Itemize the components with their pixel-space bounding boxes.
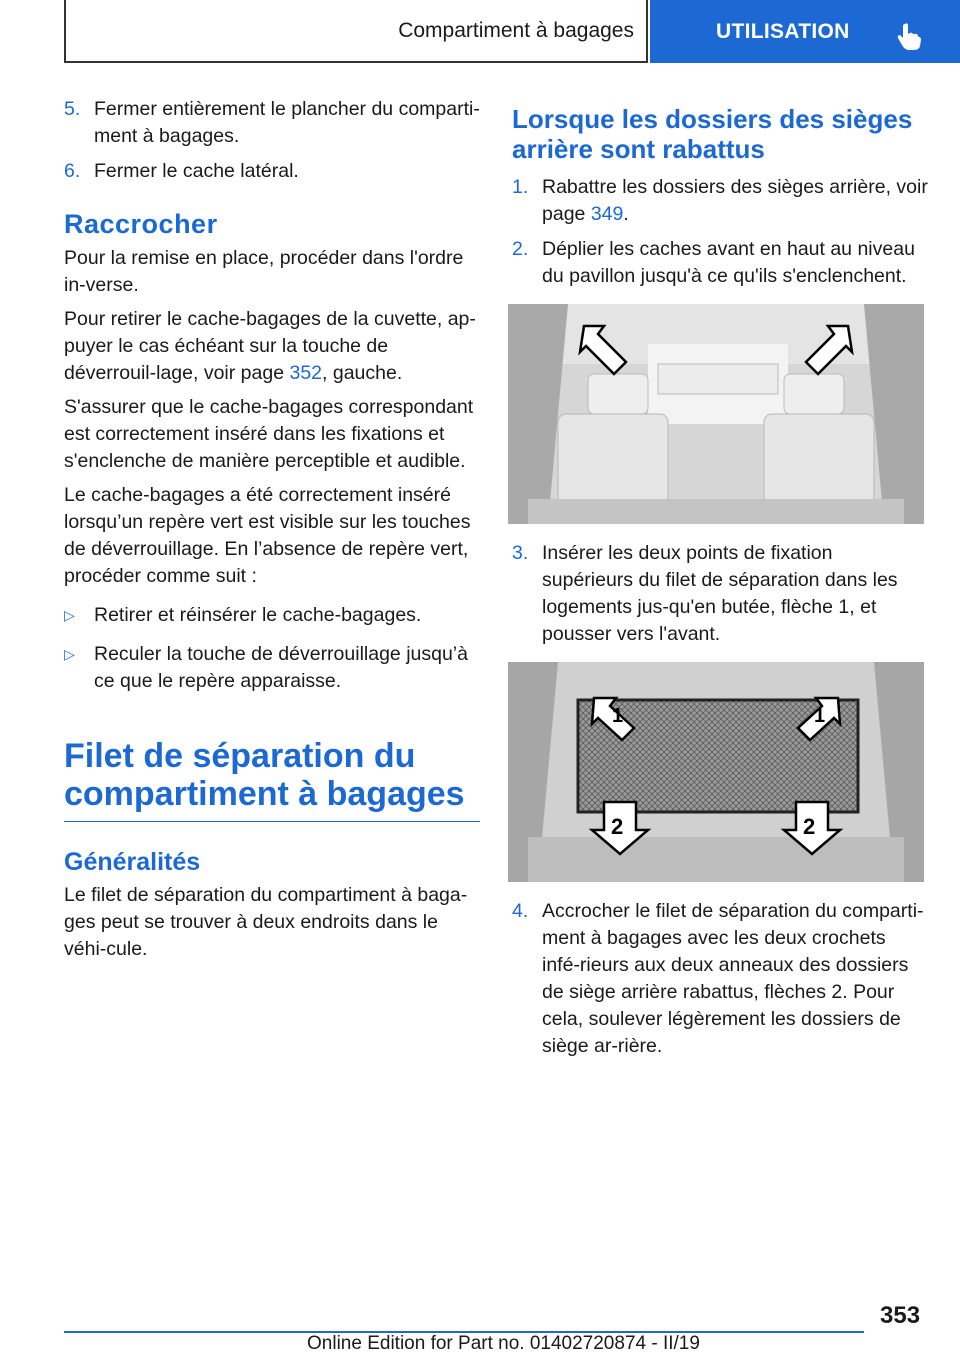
step-6 (64, 158, 480, 185)
chapter-tab-label: UTILISATION (716, 19, 850, 43)
bullet-item: ▷ Retirer et réinsérer le cache-bagages. (64, 602, 480, 629)
step-number: 6. (64, 160, 81, 182)
step-number: 5. (64, 98, 81, 120)
paragraph: Le cache-bagages a été correctement inséré lorsqu’un repère vert est visible sur les touches de déverrouillage. En l’absence de repère vert, procéder comme suit : (64, 484, 471, 587)
page-number: 353 (880, 1302, 921, 1329)
bullet-item: ▷ Reculer la touche de déverrouillage jusqu’à ce que le repère apparaisse. (64, 641, 480, 695)
paragraph: Pour la remise en place, procéder dans l'ordre in-verse. (64, 247, 464, 296)
page-link-352[interactable]: 352 (289, 362, 323, 384)
step-2: 2. Déplier les caches avant en haut au niveau du pavillon jusqu'à ce qu'ils s'enclenchent. (512, 238, 915, 287)
pointing-hand-icon (896, 22, 922, 50)
page-link-349[interactable]: 349 (590, 203, 624, 225)
filet-section-title: Filet de séparation du compartiment à bagages (64, 737, 480, 822)
step-text: Fermer entièrement le plancher du comparti-ment à bagages. (94, 98, 480, 147)
paragraph: Le filet de séparation du compartiment à baga-ges peut se trouver à deux endroits dans le véhi-cule. (64, 884, 468, 960)
raccrocher-heading: Raccrocher (64, 209, 218, 239)
paragraph: S'assurer que le cache-bagages correspondant est correctement inséré dans les fixations et s'enclenche de manière perceptible et audible. (64, 396, 474, 472)
step-5 (64, 96, 480, 150)
arrow-label-2-right: 2 (803, 814, 816, 839)
step-1: 1. Rabattre les dossiers des sièges arrière, voir page 349. (512, 176, 928, 225)
paragraph-with-link: Pour retirer le cache-bagages de la cuvette, ap-puyer le cas échéant sur la touche de déverrouil-lage, voir page 352, gauche. (64, 308, 476, 384)
arrow-label-2-left: 2 (611, 814, 624, 839)
triangle-bullet-icon: ▷ (64, 646, 75, 662)
arrow-label-1-right: 1 (814, 705, 826, 727)
edition-footer: Online Edition for Part no. 01402720874 - II/19 (307, 1333, 700, 1354)
step-text: Fermer le cache latéral. (94, 160, 299, 182)
photo-separation-net (508, 662, 924, 882)
photo-roof-covers (508, 304, 924, 524)
left-column (64, 96, 480, 970)
step-3: 3. Insérer les deux points de fixation supérieurs du filet de séparation dans les logements jus-qu'en butée, flèche 1, et pousser vers l'avant. (512, 542, 898, 645)
folded-seats-heading: Lorsque les dossiers des sièges arrière sont rabattus (512, 104, 913, 164)
section-title: Compartiment à bagages (64, 0, 648, 63)
page-header (0, 0, 960, 66)
right-column (512, 96, 928, 1068)
arrow-label-1-left: 1 (612, 705, 624, 727)
chapter-tab[interactable] (650, 0, 960, 63)
generalites-heading: Généralités (64, 848, 201, 876)
step-4: 4. Accrocher le filet de séparation du comparti-ment à bagages avec les deux crochets infé-rieurs aux deux anneaux des dossiers de siège arrière rabattus, flèches 2. Pour cela, soulever légèrement les dossiers de siège ar-rière. (512, 900, 924, 1057)
triangle-bullet-icon: ▷ (64, 607, 75, 623)
